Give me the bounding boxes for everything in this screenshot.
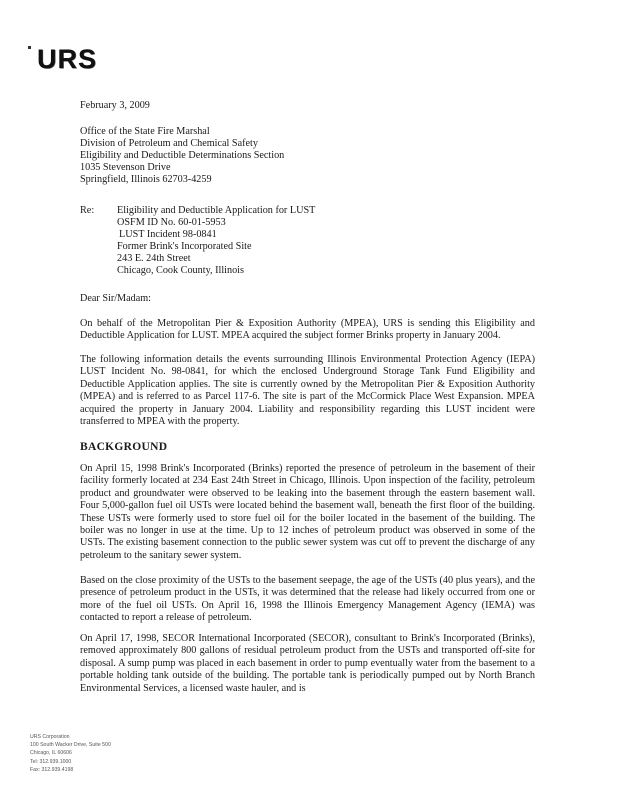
company-logo: URS: [37, 44, 98, 74]
letter-date: February 3, 2009: [80, 100, 150, 111]
footer-line: 100 South Wacker Drive, Suite 500: [30, 742, 111, 749]
corner-mark: [28, 46, 31, 49]
re-line: Eligibility and Deductible Application for LUST: [117, 205, 316, 216]
salutation: Dear Sir/Madam:: [80, 293, 152, 304]
background-paragraph: Based on the close proximity of the USTs to the basement seepage, the age of the USTs (40 plus years), and the presence of petroleum product in the USTs, it was determined that the release had likely occurred from one or more of the fuel oil USTs. On April 16, 1998 the Illinois Emergency Management Agency (IEMA) was contacted to report a release of petroleum.: [80, 575, 535, 624]
footer-line: Chicago, IL 60606: [30, 750, 72, 757]
re-line: OSFM ID No. 60-01-5953: [117, 217, 226, 228]
address-line: 1035 Stevenson Drive: [80, 162, 171, 173]
footer-line: Fax: 312.939.4198: [30, 766, 74, 773]
footer-line: URS Corporation: [30, 734, 70, 740]
details-paragraph: The following information details the events surrounding Illinois Environmental Protection Agency (IEPA) LUST Incident No. 98-0841, for which the enclosed Underground Storage Tank Fund Eligibility and Deductible Application applies. The site is currently owned by the Metropolitan Pier & Exposition Authority (MPEA) and is referred to as Parcel 117-6. The site is part of the McCormick Place West Expansion. MPEA acquired the property in January 2004. Liability and responsibility regarding this LUST incident were transferred to MPEA with the property.: [80, 354, 535, 428]
section-heading: BACKGROUND: [80, 441, 168, 453]
address-line: Springfield, Illinois 62703-4259: [80, 174, 212, 185]
intro-paragraph: On behalf of the Metropolitan Pier & Exposition Authority (MPEA), URS is sending this Eligibility and Deductible Application for LUST. MPEA acquired the subject former Brinks property in January 2004.: [80, 318, 535, 342]
footer-line: Tel: 312.939.1000: [30, 758, 72, 765]
re-line: 243 E. 24th Street: [117, 253, 191, 264]
re-line: Former Brink's Incorporated Site: [117, 241, 252, 252]
re-label: Re:: [80, 205, 95, 216]
re-line: LUST Incident 98-0841: [119, 229, 217, 240]
address-line: Eligibility and Deductible Determinations Section: [80, 150, 285, 161]
re-line: Chicago, Cook County, Illinois: [117, 265, 244, 276]
address-line: Office of the State Fire Marshal: [80, 126, 210, 137]
background-paragraph: On April 15, 1998 Brink's Incorporated (Brinks) reported the presence of petroleum in the basement of their facility formerly located at 234 East 24th Street in Chicago, Illinois. Upon inspection of the facility, petroleum product and groundwater were observed to be leaking into the basement through the eastern basement wall. Four 5,000-gallon fuel oil USTs were located behind the basement wall, beneath the first floor of the building. These USTs were formerly used to store fuel oil for the boiler located in the basement of the building. The boiler was no longer in use at the time. Up to 12 inches of petroleum product was observed in some of the USTs. The existing basement connection to the public sewer system was cut off to prevent the discharge of any petroleum to the sanitary sewer system.: [80, 463, 535, 561]
address-line: Division of Petroleum and Chemical Safety: [80, 138, 258, 149]
background-paragraph: On April 17, 1998, SECOR International Incorporated (SECOR), consultant to Brink's Incorporated (Brinks), removed approximately 800 gallons of residual petroleum product from the USTs and transported off-site for disposal. A sump pump was placed in each basement in order to pump eventually water from the basement to a portable holding tank outside of the building. The portable tank is periodically pumped out by North Branch Environmental Services, a licensed waste hauler, and is: [80, 633, 535, 694]
letterhead-footer: [30, 733, 111, 774]
